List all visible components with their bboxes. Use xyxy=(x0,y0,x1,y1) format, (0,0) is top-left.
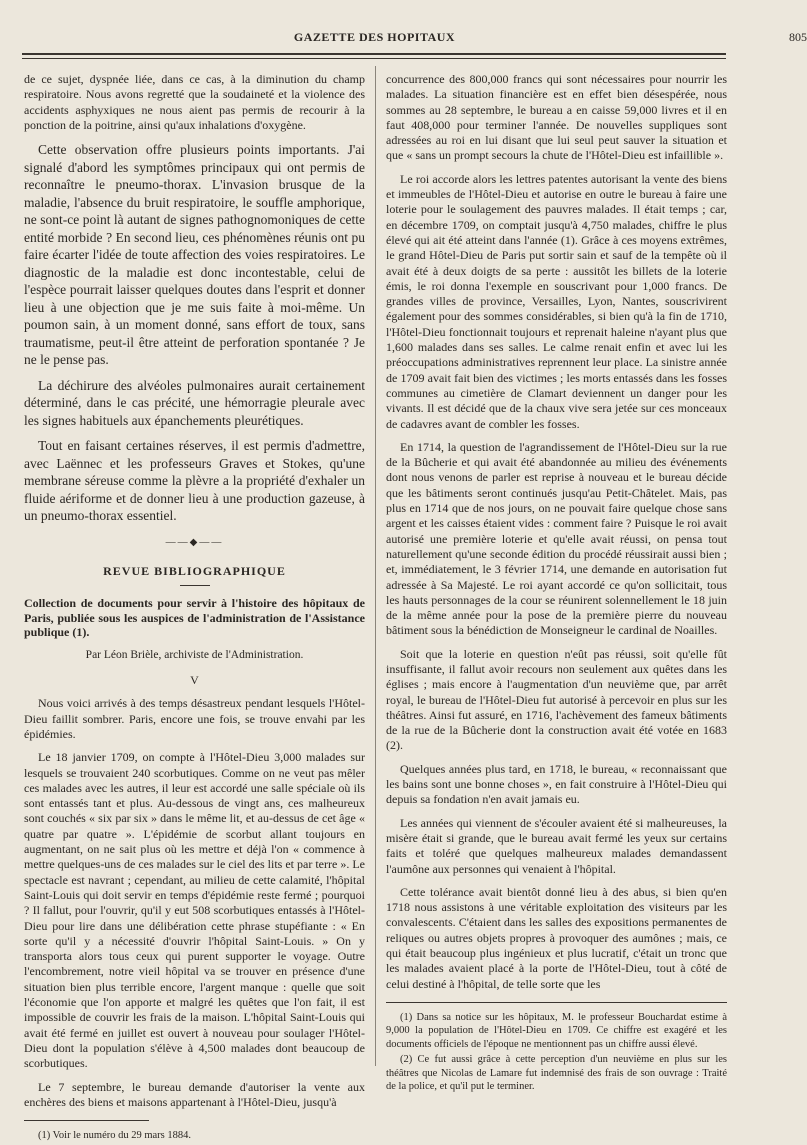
paragraph: Le 7 septembre, le bureau demande d'autoriser la vente aux enchères des biens et maisons appartenant à l'Hôtel-Dieu, jusqu'à xyxy=(24,1079,365,1109)
review-title: Collection de documents pour servir à l'histoire des hôpitaux de Paris, publiée sous les auspices de l'administration de l'Assistance publique (1). xyxy=(24,596,365,640)
footnote-rule xyxy=(24,1120,149,1121)
paragraph: de ce sujet, dyspnée liée, dans ce cas, à la diminution du champ respiratoire. Nous avons regretté que la soudaineté et la violence des accidents asphyxiques ne nous aient pas permis de recourir à la ponction de la poitrine, ainsi qu'aux inhalations d'oxygène. xyxy=(24,72,365,132)
paragraph: La déchirure des alvéoles pulmonaires aurait certainement déterminé, dans le cas précité, une hémorragie pleurale avec les signes habituels aux épanchements pleurétiques. xyxy=(24,377,365,428)
journal-title: GAZETTE DES HOPITAUX xyxy=(293,30,456,44)
section-separator-ornament: ——◆—— xyxy=(165,536,224,548)
paragraph: Cette observation offre plusieurs points importants. J'ai signalé d'abord les symptômes principaux qui ont permis de reconnaître le pneumo-thorax. L'invasion brusque de la maladie, l'absence du bruit respiratoire, le souffle amphorique, ne sont-ce point là autant de signes pathognomoniques de cette entité morbide ? En second lieu, ces phénomènes réunis ont pu faire écarter l'idée de toute affection des voies respiratoires. Le diagnostic de la maladie est donc incontestable, celui de l'espèce pourrait laisser quelques doutes dans l'esprit et donner lieu à une objection que je me suis faite à moi-même. Un poumon sain, à un moment donné, sans effort de toux, sans traumatisme, peut-il être atteint de perforation spontanée ? Je ne le pense pas. xyxy=(24,142,365,368)
right-column xyxy=(386,72,727,1096)
section-title: REVUE BIBLIOGRAPHIQUE xyxy=(103,563,286,578)
footnote: (1) Voir le numéro du 29 mars 1884. xyxy=(38,1130,192,1142)
header-rule xyxy=(22,53,726,55)
review-byline: Par Léon Brièle, archiviste de l'Administration. xyxy=(85,648,304,661)
paragraph: Cette tolérance avait bientôt donné lieu à des abus, si bien qu'en 1718 nous assistons à une véritable exploitation des visiteurs par les convalescents. C'étaient dans les salles des expositions permanentes de reliques ou autres objets propres à provoquer des aumônes ; mais, ce qui était beaucoup plus ingénieux et plus lucratif, c'était un tronc que les malades avaient placé à la porte de l'Hôtel-Dieu, tout à côté de celui destiné à l'hôpital, de telle sorte que les xyxy=(386,884,727,991)
page-header xyxy=(22,30,807,48)
footnote: (1) Dans sa notice sur les hôpitaux, M. le professeur Bouchardat estime à 9,000 la population de l'Hôtel-Dieu en 1709. Ce chiffre est exagéré et les documents officiels de l'époque ne mentionnent pas un chiffre aussi élevé. xyxy=(386,1011,727,1050)
chapter-number: V xyxy=(190,673,199,688)
page-number: 805 xyxy=(789,30,807,44)
paragraph: Les années qui viennent de s'écouler avaient été si malheureuses, la misère était si grande, que le bureau avait fermé les yeux sur certains faits et toléré que quelques malheureux malades demandassent l'aumône aux personnes qui venaient à l'hôpital. xyxy=(386,815,727,876)
paragraph: Tout en faisant certaines réserves, il est permis d'admettre, avec Laënnec et les professeurs Graves et Stokes, qu'une membrane séreuse comme la plèvre a la propriété d'exhaler un fluide aériforme et de donner lieu à une production gazeuse, à un pneumo-thorax essentiel. xyxy=(24,438,365,524)
left-column xyxy=(24,72,365,1145)
footnote: (2) Ce fut aussi grâce à cette perception d'un neuvième en plus sur les théâtres que Nicolas de Lamare fut indemnisé des frais de son ouvrage : Traité de la police, et qu'il put le terminer. xyxy=(386,1054,727,1093)
header-rule-thin xyxy=(22,58,726,59)
paragraph: concurrence des 800,000 francs qui sont nécessaires pour nourrir les malades. La situation financière est en effet bien désespérée, nous sommes au 28 septembre, le bureau a en caisse 59,000 livres et il en faut 408,000 pour terminer l'année. De nouvelles suppliques sont adressées au roi en lui disant que lui seul peut sauver la situation et que « sans un prompt secours la chute de l'Hôtel-Dieu est infaillible ». xyxy=(386,72,727,163)
paragraph: Le 18 janvier 1709, on compte à l'Hôtel-Dieu 3,000 malades sur lesquels se trouvaient 240 scorbutiques. Comme on ne veut pas mêler ces malades avec les autres, il leur est accordé une salle spéciale où ils sont entassés tant et plus. Au-dessous de vingt ans, ces malheureux sont couchés « six par six » dans le même lit, et au-dessus de cet âge « quatre par quatre ». L'épidémie de scorbut allant toujours en augmentant, on ne sait plus où les mettre et déjà l'on « commence à mettre quelques-uns de ces malades sur le ciel des lits et par terre ». Le spectacle est navrant ; cependant, au milieu de cette calamité, l'hôpital Saint-Louis qui doit servir en temps d'épidémie reste fermé ; pourquoi ? Il fallut, pour l'ouvrir, qu'il y eut 508 scorbutiques entassés à l'Hôtel-Dieu pour lire dans une délibération cette phrase stupéfiante : « En sorte qu'il y a nécessité d'ouvrir l'hôpital Saint-Louis. » On y transporta alors tous ceux qui purent supporter le voyage. Outre l'encombrement, notre vieil hôpital va se trouver en présence d'une situation bien plus terrible encore, l'argent manque : quelle que soit l'économie que l'on apporte et malgré les quêtes que l'on fait, il est impossible de couvrir les frais de la maison. L'hôpital Saint-Louis qui avait été fermé en juillet est ouvert à nouveau pour soulager l'Hôtel-Dieu dont la population s'élève à 4,500 malades dont beaucoup de scorbutiques. xyxy=(24,750,365,1071)
paragraph: Le roi accorde alors les lettres patentes autorisant la vente des biens et immeubles de l'Hôtel-Dieu et autorise en outre le bureau à faire une loterie pour le soulagement des pauvres malades. Il était temps ; car, en décembre 1709, on comptait jusqu'à 4,750 malades, chiffre le plus élevé qui ait été atteint dans l'année (1). Grâce à ces moyens extrêmes, le grand Hôtel-Dieu de Paris put sortir sain et sauf de la tempête où il avait été à deux doigts de sa perte : aussitôt les billets de la loterie émis, le roi donna l'exemple en souscrivant pour 1,000 francs. De grandes villes de province, Versailles, Lyon, Nantes, souscrivirent également pour des sommes considérables, si bien qu'à la fin de 1710, l'Hôtel-Dieu fonctionnait toujours et reprenait haleine n'ayant plus que 1,600 malades dans ses salles. Le calme renait enfin et avec lui les préoccupations administratives reprennent leur place. La sinistre année de 1709 avait fait bien des victimes ; les morts entassés dans les fosses communes au cimetière de Clamart deviennent un danger pour les vivants. Il est décidé que de la chaux vive sera jetée sur ces monceaux de cadavres avant de combler les fosses. xyxy=(386,171,727,431)
footnote-rule xyxy=(386,1002,727,1003)
paragraph: Nous voici arrivés à des temps désastreux pendant lesquels l'Hôtel-Dieu faillit sombrer. Paris, encore une fois, se trouve envahi par les épidémies. xyxy=(24,696,365,741)
paragraph: Soit que la loterie en question n'eût pas réussi, soit qu'elle fût insuffisante, il fallut avoir recours non seulement aux quêtes dans les églises ; mais encore à l'augmentation d'un neuvième que, par arrêt royal, le bureau de l'Hôtel-Dieu fut autorisé à percevoir en plus sur les théâtres. Ainsi fut assuré, en 1716, l'achèvement des fameux bâtiments de la rue de la Bûcherie dont la construction avait été votée en 1683 (2). xyxy=(386,646,727,753)
short-divider xyxy=(180,585,210,586)
paragraph: En 1714, la question de l'agrandissement de l'Hôtel-Dieu sur la rue de la Bûcherie et qui avait été abandonnée au milieu des événements dont nous venons de parler est reprise à nouveau et le bureau décide que les bâtiments seront continués jusqu'au Petit-Châtelet. Mais, pas plus en 1714 que de nos jours, on ne pouvait faire quelque chose sans argent et les caisses étaient vides : comment faire ? Puisque le roi avait autorisé une première loterie et qu'elle avait réussi, on pensa tout naturellement qu'une seconde édition du procédé réussirait aussi bien ; et, immédiatement, le 3 février 1714, une demande en autorisation fut adressée à Sa Majesté. Le roi ayant accordé ce qu'on sollicitait, tous les hauts personnages de la cour se réunirent solennellement le 18 juin de la même année pour la pose de la première pierre du nouveau bâtiment sous la bénédiction de Monseigneur le cardinal de Noailles. xyxy=(386,439,727,638)
column-divider xyxy=(375,66,376,1066)
paragraph: Quelques années plus tard, en 1718, le bureau, « reconnaissant que les bains sont une bonne choses », en fait construire à l'Hôtel-Dieu qui depuis sa fondation n'en avait jamais eu. xyxy=(386,761,727,807)
